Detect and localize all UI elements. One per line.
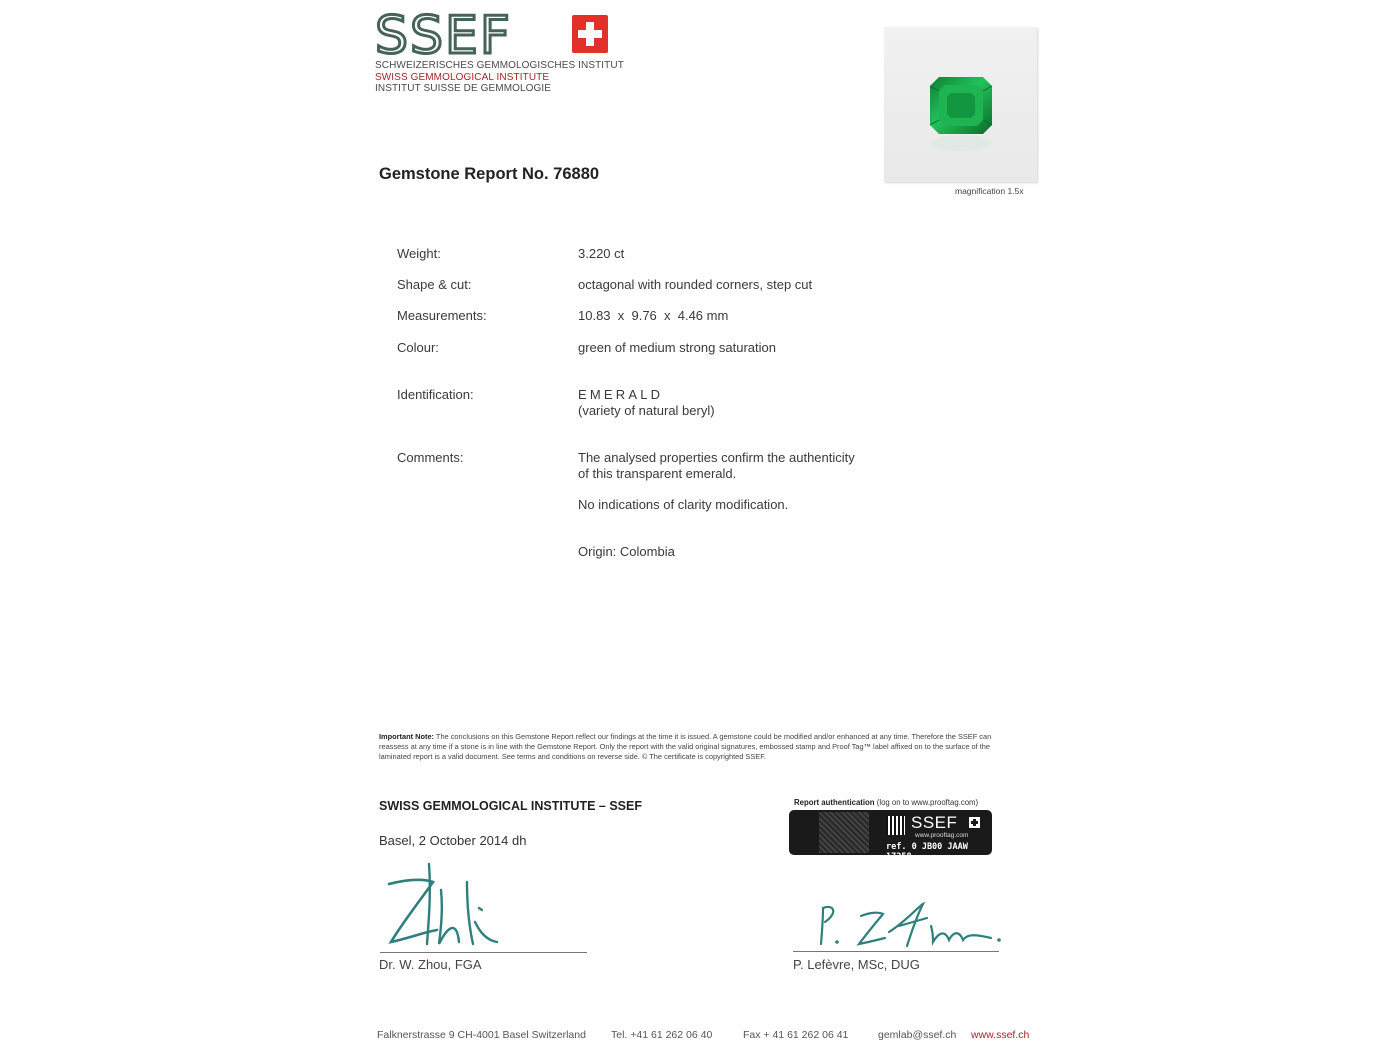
tag-reference: ref. 0 JB00 JAAW 17258 [886, 842, 968, 862]
shape-cut-value: octagonal with rounded corners, step cut [578, 277, 813, 292]
tag-url: www.prooftag.com [915, 832, 969, 839]
important-note [379, 732, 1019, 761]
swiss-cross-icon [572, 15, 608, 53]
qr-code-icon [886, 816, 905, 835]
measurements-value: 10.83 x 9.76 x 4.46 mm [578, 308, 729, 323]
note-text: The conclusions on this Gemstone Report reflect our findings at the time it is issued. A gemstone could be modified and/or enhanced at any time. Therefore the SSEF can reassess at any time if a stone is in line with the Gemstone Report. Only the report with the valid original signatures, embossed stamp and Proof Tag™ label affixed on to the surface of the laminated report is a valid document. See terms and conditions on reverse side. © The certificate is copyrighted SSEF. [379, 732, 992, 761]
logo-line-french: INSTITUT SUISSE DE GEMMOLOGIE [375, 83, 552, 94]
comments-line-2: of this transparent emerald. [578, 466, 737, 481]
signature-zhou-icon [385, 862, 505, 950]
logo-line-english: SWISS GEMMOLOGICAL INSTITUTE [375, 71, 550, 83]
identification-value: EMERALD [578, 387, 664, 402]
colour-label: Colour: [397, 340, 439, 355]
signature-line-1 [380, 952, 587, 953]
signature-line-2 [793, 951, 999, 952]
comments-line-1: The analysed properties confirm the authenticity [578, 450, 855, 465]
signature-lefevre-icon [815, 902, 1005, 950]
bubble-seal [819, 812, 869, 853]
auth-label [794, 798, 978, 807]
prooftag-label [789, 810, 992, 862]
shape-cut-label: Shape & cut: [397, 277, 472, 292]
footer-email[interactable]: gemlab@ssef.ch [878, 1029, 957, 1041]
logo-line-german: SCHWEIZERISCHES GEMMOLOGISCHES INSTITUT [375, 60, 624, 71]
institute-name: SWISS GEMMOLOGICAL INSTITUTE – SSEF [379, 799, 642, 813]
measurements-label: Measurements: [397, 308, 487, 323]
signer-1-name: Dr. W. Zhou, FGA [379, 957, 482, 972]
tag-cross-icon [969, 817, 980, 828]
identification-subvalue: (variety of natural beryl) [578, 403, 715, 418]
auth-hint: (log on to www.prooftag.com) [874, 798, 979, 807]
comments-line-3: No indications of clarity modification. [578, 497, 789, 512]
tag-brand: SSEF [911, 813, 958, 832]
gemstone-photo [884, 27, 1037, 182]
ssef-logo [375, 6, 624, 95]
origin-value: Origin: Colombia [578, 544, 675, 559]
emerald-icon [929, 77, 993, 157]
footer-fax: Fax + 41 61 262 06 41 [743, 1029, 849, 1041]
signer-2-name: P. Lefèvre, MSc, DUG [793, 957, 920, 972]
auth-title: Report authentication [794, 798, 875, 807]
place-date: Basel, 2 October 2014 dh [379, 833, 527, 848]
magnification-label: magnification 1.5x [955, 186, 1024, 196]
comments-label: Comments: [397, 450, 464, 465]
identification-label: Identification: [397, 387, 474, 402]
footer-address: Falknerstrasse 9 CH-4001 Basel Switzerland [377, 1029, 586, 1041]
colour-value: green of medium strong saturation [578, 340, 776, 355]
weight-label: Weight: [397, 246, 441, 261]
footer-tel: Tel. +41 61 262 06 40 [611, 1029, 713, 1041]
logo-wordmark: SSEF [375, 6, 512, 66]
note-title: Important Note: [379, 732, 435, 741]
footer-website[interactable]: www.ssef.ch [971, 1029, 1030, 1041]
report-title: Gemstone Report No. 76880 [379, 165, 600, 183]
weight-value: 3.220 ct [578, 246, 625, 261]
